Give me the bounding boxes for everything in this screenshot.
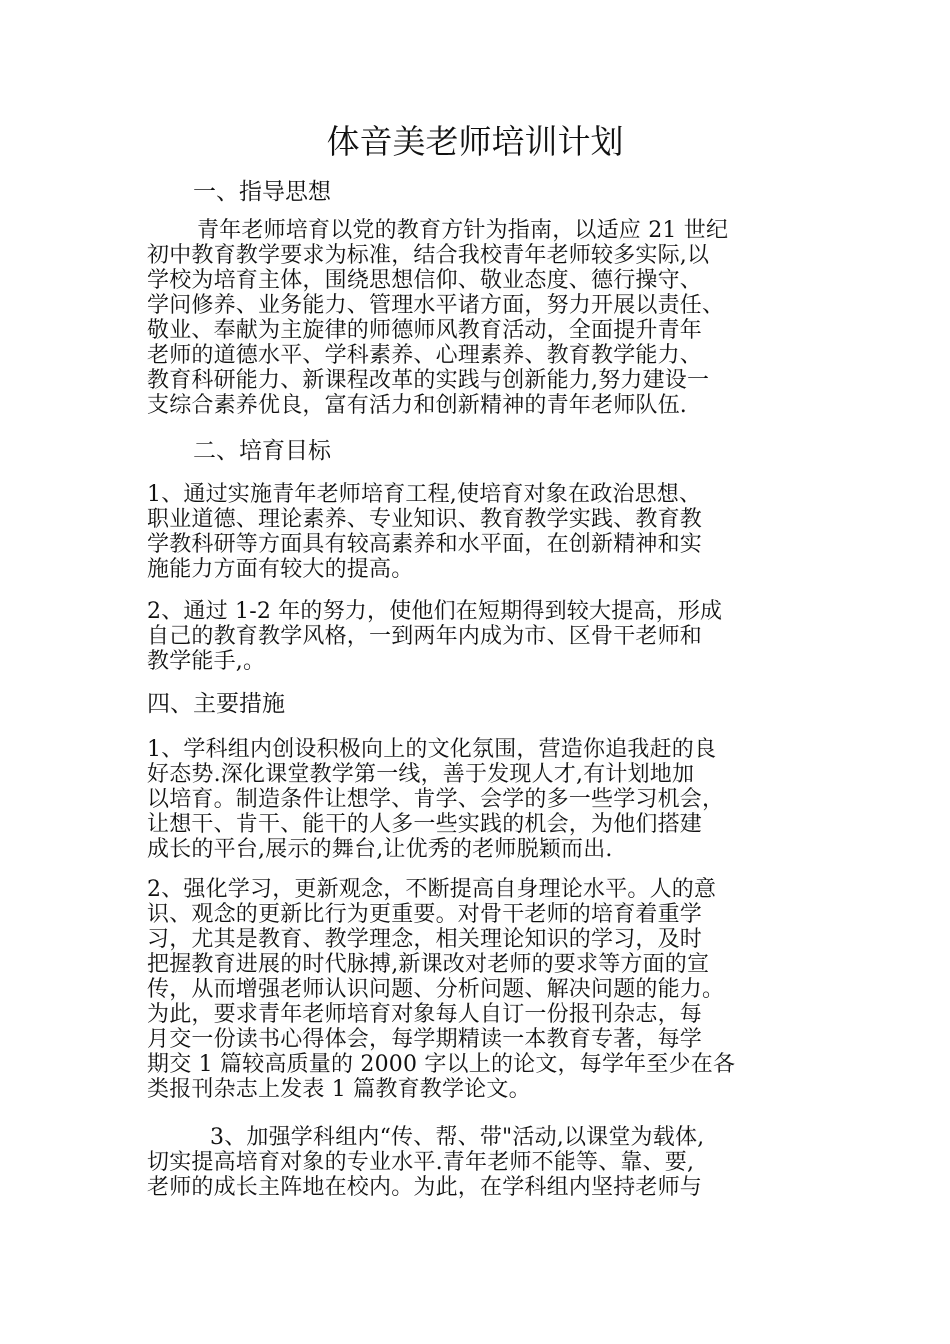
text-line: 让想干、肯干、能干的人多一些实践的机会，为他们搭建 bbox=[147, 812, 703, 837]
text-line: 传，从而增强老师认识问题、分析问题、解决问题的能力。 bbox=[147, 977, 725, 1002]
heading-main-measures: 四、主要措施 bbox=[147, 691, 285, 717]
text-line: 识、观念的更新比行为更重要。对骨干老师的培育着重学 bbox=[147, 902, 703, 927]
text-line: 学校为培育主体，围绕思想信仰、敬业态度、德行操守、 bbox=[147, 268, 703, 293]
text-line: 青年老师培育以党的教育方针为指南，以适应 21 世纪 bbox=[197, 218, 729, 243]
text-line: 2、通过 1-2 年的努力，使他们在短期得到较大提高，形成 bbox=[147, 599, 723, 624]
text-line: 好态势.深化课堂教学第一线，善于发现人才,有计划地加 bbox=[147, 762, 695, 787]
paragraph-goal-2 bbox=[147, 599, 797, 674]
text-line: 老师的道德水平、学科素养、心理素养、教育教学能力、 bbox=[147, 343, 703, 368]
text-line: 习，尤其是教育、教学理念，相关理论知识的学习，及时 bbox=[147, 927, 703, 952]
paragraph-measure-2 bbox=[147, 877, 797, 1102]
text-line: 成长的平台,展示的舞台,让优秀的老师脱颖而出. bbox=[147, 837, 613, 862]
text-line: 3、加强学科组内“传、帮、带"活动,以课堂为载体, bbox=[210, 1125, 705, 1150]
text-line: 以培育。制造条件让想学、肯学、会学的多一些学习机会， bbox=[147, 787, 725, 812]
text-line: 月交一份读书心得体会，每学期精读一本教育专著，每学 bbox=[147, 1027, 703, 1052]
heading-guiding-ideology: 一、指导思想 bbox=[193, 179, 331, 205]
text-line: 把握教育进展的时代脉搏,新课改对老师的要求等方面的宣 bbox=[147, 952, 710, 977]
text-line: 1、通过实施青年老师培育工程,使培育对象在政治思想、 bbox=[147, 482, 702, 507]
text-line: 敬业、奉献为主旋律的师德师风教育活动，全面提升青年 bbox=[147, 318, 703, 343]
text-line: 切实提高培育对象的专业水平.青年老师不能等、靠、要, bbox=[147, 1150, 695, 1175]
text-line: 职业道德、理论素养、专业知识、教育教学实践、教育教 bbox=[147, 507, 703, 532]
paragraph-measure-3 bbox=[147, 1125, 797, 1200]
text-line: 老师的成长主阵地在校内。为此，在学科组内坚持老师与 bbox=[147, 1175, 703, 1200]
text-line: 教学能手,。 bbox=[147, 649, 266, 674]
text-line: 支综合素养优良，富有活力和创新精神的青年老师队伍. bbox=[147, 393, 687, 418]
text-line: 1、学科组内创设积极向上的文化氛围，营造你追我赶的良 bbox=[147, 737, 717, 762]
heading-training-goals: 二、培育目标 bbox=[193, 438, 331, 464]
text-line: 学问修养、业务能力、管理水平诸方面，努力开展以责任、 bbox=[147, 293, 725, 318]
text-line: 为此，要求青年老师培育对象每人自订一份报刊杂志，每 bbox=[147, 1002, 703, 1027]
paragraph-goal-1 bbox=[147, 482, 797, 582]
text-line: 初中教育教学要求为标准，结合我校青年老师较多实际,以 bbox=[147, 243, 710, 268]
paragraph-measure-1 bbox=[147, 737, 797, 862]
text-line: 类报刊杂志上发表 1 篇教育教学论文。 bbox=[147, 1077, 531, 1102]
text-line: 自己的教育教学风格，一到两年内成为市、区骨干老师和 bbox=[147, 624, 703, 649]
text-line: 施能力方面有较大的提高。 bbox=[147, 557, 414, 582]
text-line: 2、强化学习，更新观念，不断提高自身理论水平。人的意 bbox=[147, 877, 717, 902]
text-line: 教育科研能力、新课程改革的实践与创新能力,努力建设一 bbox=[147, 368, 710, 393]
document-title: 体音美老师培训计划 bbox=[326, 122, 624, 161]
text-line: 学教科研等方面具有较高素养和水平面，在创新精神和实 bbox=[147, 532, 703, 557]
paragraph-guiding-ideology bbox=[147, 218, 797, 418]
text-line: 期交 1 篇较高质量的 2000 字以上的论文，每学年至少在各 bbox=[147, 1052, 736, 1077]
